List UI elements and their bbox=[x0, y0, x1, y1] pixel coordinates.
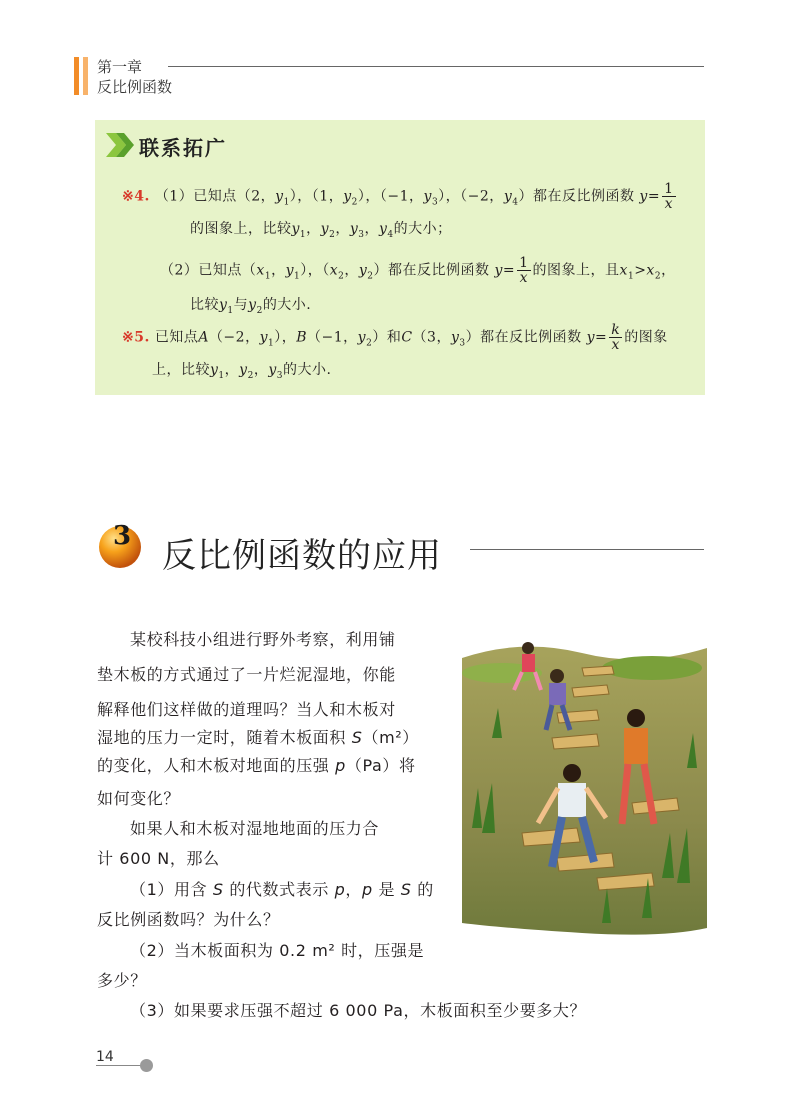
fraction-1-over-x: $\frac{1}{x}$ bbox=[664, 181, 674, 212]
section-divider bbox=[470, 549, 704, 550]
page-number: 14 bbox=[96, 1049, 114, 1065]
body-line: 某校科技小组进行野外考察，利用铺 bbox=[130, 630, 396, 649]
footer-dot-icon bbox=[140, 1059, 153, 1072]
exercise-5-line2: 上，比较$y_1$，$y_2$，$y_3$的大小. bbox=[152, 362, 332, 381]
body-line: 计 600 N，那么 bbox=[97, 849, 220, 868]
exercise-5-line1: ※5. 已知点A（−2，$y_1$），B（−1，$y_2$）和C（3，$y_3$）都在反比例函数 y= $\frac{k}{x}$ 的图象 bbox=[122, 322, 668, 353]
fraction-k-over-x: $\frac{k}{x}$ bbox=[611, 322, 621, 353]
body-line: 如果人和木板对湿地地面的压力合 bbox=[130, 819, 380, 838]
body-line: 垫木板的方式通过了一片烂泥湿地，你能 bbox=[97, 665, 396, 684]
body-line: 如何变化？ bbox=[97, 789, 181, 808]
chapter-title: 反比例函数 bbox=[97, 78, 173, 96]
exercise-4-marker: ※4. bbox=[122, 188, 150, 205]
body-line: 的变化，人和木板对地面的压强 p（Pa）将 bbox=[97, 756, 416, 775]
exercise-4-part2-line2: 比较$y_1$与$y_2$的大小. bbox=[190, 297, 312, 316]
section-title: 反比例函数的应用 bbox=[162, 536, 442, 576]
exercise-box-title: 联系拓广 bbox=[139, 136, 227, 160]
body-line: 湿地的压力一定时，随着木板面积 S（m²） bbox=[97, 728, 419, 747]
body-line: 解释他们这样做的道理吗？当人和木板对 bbox=[97, 700, 396, 719]
footer-rule bbox=[96, 1065, 144, 1066]
double-chevron-icon bbox=[104, 131, 136, 159]
body-line: （1）用含 S 的代数式表示 p，p 是 S 的 bbox=[130, 880, 434, 899]
section-number-badge bbox=[95, 520, 145, 570]
body-line: 反比例函数吗？为什么？ bbox=[97, 910, 280, 929]
body-line: 多少？ bbox=[97, 971, 147, 990]
exercise-5-marker: ※5. bbox=[122, 329, 150, 346]
fraction-1-over-x-2: $\frac{1}{x}$ bbox=[519, 255, 529, 286]
exercise-4-part1-line1: ※4. （1）已知点（2，$y_1$），（1，$y_2$），（−1，$y_3$），（−2，$y_4$）都在反比例函数 y= $\frac{1}{x}$ bbox=[122, 181, 674, 212]
body-line: （2）当木板面积为 0.2 m² 时，压强是 bbox=[130, 941, 425, 960]
exercise-4-part1-line2: 的图象上，比较$y_1$，$y_2$，$y_3$，$y_4$的大小； bbox=[190, 221, 452, 240]
section-number: 3 bbox=[113, 521, 132, 551]
header-accent-bar-light bbox=[83, 57, 88, 95]
chapter-label: 第一章 bbox=[97, 58, 143, 76]
header-accent-bar bbox=[74, 57, 79, 95]
wetland-illustration bbox=[462, 628, 707, 943]
exercise-4-part2-line1: （2）已知点（$x_1$，$y_1$），（$x_2$，$y_2$）都在反比例函数 y= $\frac{1}{x}$ 的图象上，且$x_1>x_2$， bbox=[160, 255, 676, 286]
body-line: （3）如果要求压强不超过 6 000 Pa，木板面积至少要多大？ bbox=[130, 1001, 587, 1020]
header-divider bbox=[168, 66, 704, 67]
